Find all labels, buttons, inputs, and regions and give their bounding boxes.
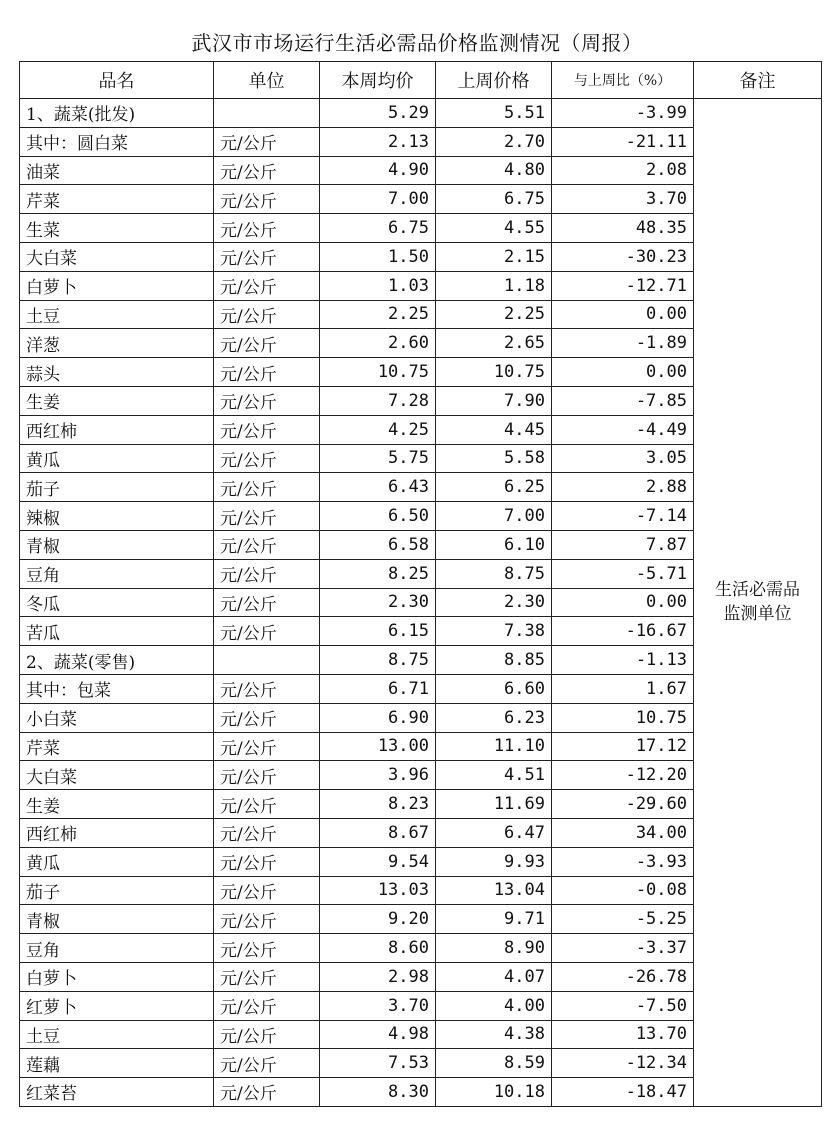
cell-previous-price: 11.69 bbox=[436, 790, 552, 819]
cell-name: 其中：圆白菜 bbox=[20, 127, 214, 156]
cell-ratio: -30.23 bbox=[552, 242, 694, 271]
cell-unit: 元/公斤 bbox=[214, 559, 320, 588]
cell-current-price: 6.71 bbox=[320, 674, 436, 703]
cell-ratio: 0.00 bbox=[552, 588, 694, 617]
cell-ratio: -21.11 bbox=[552, 127, 694, 156]
header-ratio: 与上周比（%） bbox=[552, 62, 694, 99]
cell-current-price: 6.50 bbox=[320, 502, 436, 531]
cell-previous-price: 10.18 bbox=[436, 1078, 552, 1107]
cell-previous-price: 6.47 bbox=[436, 818, 552, 847]
cell-current-price: 13.00 bbox=[320, 732, 436, 761]
cell-ratio: 13.70 bbox=[552, 1020, 694, 1049]
cell-current-price: 7.00 bbox=[320, 185, 436, 214]
cell-unit: 元/公斤 bbox=[214, 415, 320, 444]
cell-previous-price: 2.15 bbox=[436, 242, 552, 271]
cell-current-price: 6.15 bbox=[320, 617, 436, 646]
cell-ratio: 48.35 bbox=[552, 214, 694, 243]
cell-name: 1、蔬菜(批发) bbox=[20, 99, 214, 128]
cell-ratio: -7.50 bbox=[552, 991, 694, 1020]
table-row bbox=[20, 99, 822, 128]
header-note: 备注 bbox=[694, 62, 822, 99]
cell-ratio: 2.88 bbox=[552, 473, 694, 502]
cell-current-price: 7.28 bbox=[320, 386, 436, 415]
cell-ratio: -3.93 bbox=[552, 847, 694, 876]
cell-name: 青椒 bbox=[20, 530, 214, 559]
cell-previous-price: 6.75 bbox=[436, 185, 552, 214]
cell-previous-price: 6.10 bbox=[436, 530, 552, 559]
cell-name: 芹菜 bbox=[20, 732, 214, 761]
cell-name: 大白菜 bbox=[20, 242, 214, 271]
cell-current-price: 5.75 bbox=[320, 444, 436, 473]
cell-ratio: 34.00 bbox=[552, 818, 694, 847]
cell-name: 其中：包菜 bbox=[20, 674, 214, 703]
cell-name: 生姜 bbox=[20, 790, 214, 819]
cell-unit: 元/公斤 bbox=[214, 214, 320, 243]
cell-current-price: 6.43 bbox=[320, 473, 436, 502]
cell-unit: 元/公斤 bbox=[214, 444, 320, 473]
cell-ratio: 3.70 bbox=[552, 185, 694, 214]
cell-unit: 元/公斤 bbox=[214, 818, 320, 847]
header-previous-price: 上周价格 bbox=[436, 62, 552, 99]
header-current-price: 本周均价 bbox=[320, 62, 436, 99]
cell-ratio: 17.12 bbox=[552, 732, 694, 761]
cell-ratio: -16.67 bbox=[552, 617, 694, 646]
cell-current-price: 5.29 bbox=[320, 99, 436, 128]
cell-unit: 元/公斤 bbox=[214, 502, 320, 531]
cell-unit: 元/公斤 bbox=[214, 185, 320, 214]
header-unit: 单位 bbox=[214, 62, 320, 99]
cell-unit: 元/公斤 bbox=[214, 386, 320, 415]
cell-ratio: 7.87 bbox=[552, 530, 694, 559]
cell-name: 西红柿 bbox=[20, 415, 214, 444]
cell-unit: 元/公斤 bbox=[214, 242, 320, 271]
cell-unit: 元/公斤 bbox=[214, 617, 320, 646]
cell-previous-price: 2.65 bbox=[436, 329, 552, 358]
cell-unit: 元/公斤 bbox=[214, 703, 320, 732]
cell-name: 生姜 bbox=[20, 386, 214, 415]
cell-current-price: 9.20 bbox=[320, 905, 436, 934]
cell-ratio: -3.37 bbox=[552, 934, 694, 963]
cell-name: 白萝卜 bbox=[20, 271, 214, 300]
cell-unit: 元/公斤 bbox=[214, 905, 320, 934]
cell-current-price: 6.75 bbox=[320, 214, 436, 243]
cell-previous-price: 9.71 bbox=[436, 905, 552, 934]
cell-previous-price: 4.51 bbox=[436, 761, 552, 790]
cell-current-price: 4.90 bbox=[320, 156, 436, 185]
cell-previous-price: 5.51 bbox=[436, 99, 552, 128]
cell-ratio: -29.60 bbox=[552, 790, 694, 819]
cell-name: 辣椒 bbox=[20, 502, 214, 531]
cell-name: 土豆 bbox=[20, 300, 214, 329]
cell-current-price: 9.54 bbox=[320, 847, 436, 876]
cell-current-price: 2.13 bbox=[320, 127, 436, 156]
cell-name: 洋葱 bbox=[20, 329, 214, 358]
cell-name: 小白菜 bbox=[20, 703, 214, 732]
cell-current-price: 3.70 bbox=[320, 991, 436, 1020]
cell-ratio: -5.71 bbox=[552, 559, 694, 588]
cell-name: 豆角 bbox=[20, 559, 214, 588]
price-table bbox=[19, 61, 822, 1107]
cell-previous-price: 2.30 bbox=[436, 588, 552, 617]
cell-current-price: 1.03 bbox=[320, 271, 436, 300]
cell-previous-price: 7.00 bbox=[436, 502, 552, 531]
cell-previous-price: 11.10 bbox=[436, 732, 552, 761]
cell-unit: 元/公斤 bbox=[214, 473, 320, 502]
cell-ratio: -12.71 bbox=[552, 271, 694, 300]
table-body bbox=[20, 99, 822, 1107]
report-title: 武汉市市场运行生活必需品价格监测情况（周报） bbox=[191, 31, 643, 55]
cell-unit: 元/公斤 bbox=[214, 1078, 320, 1107]
cell-name: 莲藕 bbox=[20, 1049, 214, 1078]
cell-current-price: 13.03 bbox=[320, 876, 436, 905]
header-name: 品名 bbox=[20, 62, 214, 99]
note-cell bbox=[694, 99, 822, 1107]
cell-current-price: 2.60 bbox=[320, 329, 436, 358]
cell-name: 蒜头 bbox=[20, 358, 214, 387]
cell-unit: 元/公斤 bbox=[214, 991, 320, 1020]
cell-unit: 元/公斤 bbox=[214, 530, 320, 559]
cell-current-price: 8.23 bbox=[320, 790, 436, 819]
cell-previous-price: 7.38 bbox=[436, 617, 552, 646]
cell-current-price: 7.53 bbox=[320, 1049, 436, 1078]
cell-unit: 元/公斤 bbox=[214, 358, 320, 387]
note-line-2: 监测单位 bbox=[723, 604, 792, 625]
cell-ratio: -26.78 bbox=[552, 962, 694, 991]
cell-unit: 元/公斤 bbox=[214, 1020, 320, 1049]
cell-ratio: 3.05 bbox=[552, 444, 694, 473]
cell-name: 黄瓜 bbox=[20, 444, 214, 473]
cell-previous-price: 9.93 bbox=[436, 847, 552, 876]
cell-unit bbox=[214, 646, 320, 675]
cell-ratio: -4.49 bbox=[552, 415, 694, 444]
cell-unit: 元/公斤 bbox=[214, 271, 320, 300]
cell-ratio: -12.34 bbox=[552, 1049, 694, 1078]
cell-current-price: 2.98 bbox=[320, 962, 436, 991]
cell-ratio: 10.75 bbox=[552, 703, 694, 732]
cell-previous-price: 2.25 bbox=[436, 300, 552, 329]
cell-name: 2、蔬菜(零售) bbox=[20, 646, 214, 675]
cell-previous-price: 1.18 bbox=[436, 271, 552, 300]
cell-unit bbox=[214, 99, 320, 128]
cell-unit: 元/公斤 bbox=[214, 329, 320, 358]
cell-current-price: 8.67 bbox=[320, 818, 436, 847]
cell-ratio: 1.67 bbox=[552, 674, 694, 703]
cell-previous-price: 4.38 bbox=[436, 1020, 552, 1049]
cell-previous-price: 6.25 bbox=[436, 473, 552, 502]
cell-name: 大白菜 bbox=[20, 761, 214, 790]
cell-ratio: 0.00 bbox=[552, 300, 694, 329]
cell-previous-price: 8.59 bbox=[436, 1049, 552, 1078]
cell-name: 生菜 bbox=[20, 214, 214, 243]
cell-name: 黄瓜 bbox=[20, 847, 214, 876]
cell-name: 油菜 bbox=[20, 156, 214, 185]
cell-name: 红菜苔 bbox=[20, 1078, 214, 1107]
cell-current-price: 8.60 bbox=[320, 934, 436, 963]
cell-unit: 元/公斤 bbox=[214, 1049, 320, 1078]
cell-name: 红萝卜 bbox=[20, 991, 214, 1020]
cell-ratio: -7.14 bbox=[552, 502, 694, 531]
cell-unit: 元/公斤 bbox=[214, 934, 320, 963]
cell-previous-price: 4.07 bbox=[436, 962, 552, 991]
cell-unit: 元/公斤 bbox=[214, 876, 320, 905]
cell-unit: 元/公斤 bbox=[214, 300, 320, 329]
cell-unit: 元/公斤 bbox=[214, 790, 320, 819]
cell-ratio: 0.00 bbox=[552, 358, 694, 387]
cell-name: 土豆 bbox=[20, 1020, 214, 1049]
cell-ratio: -1.13 bbox=[552, 646, 694, 675]
cell-ratio: 2.08 bbox=[552, 156, 694, 185]
cell-current-price: 6.90 bbox=[320, 703, 436, 732]
cell-unit: 元/公斤 bbox=[214, 761, 320, 790]
cell-previous-price: 8.90 bbox=[436, 934, 552, 963]
cell-previous-price: 8.75 bbox=[436, 559, 552, 588]
cell-current-price: 1.50 bbox=[320, 242, 436, 271]
cell-previous-price: 4.80 bbox=[436, 156, 552, 185]
cell-current-price: 4.98 bbox=[320, 1020, 436, 1049]
cell-current-price: 2.25 bbox=[320, 300, 436, 329]
cell-previous-price: 5.58 bbox=[436, 444, 552, 473]
cell-previous-price: 8.85 bbox=[436, 646, 552, 675]
cell-name: 芹菜 bbox=[20, 185, 214, 214]
cell-current-price: 2.30 bbox=[320, 588, 436, 617]
cell-name: 茄子 bbox=[20, 876, 214, 905]
cell-previous-price: 2.70 bbox=[436, 127, 552, 156]
cell-unit: 元/公斤 bbox=[214, 674, 320, 703]
cell-ratio: -7.85 bbox=[552, 386, 694, 415]
cell-previous-price: 7.90 bbox=[436, 386, 552, 415]
cell-unit: 元/公斤 bbox=[214, 156, 320, 185]
cell-current-price: 3.96 bbox=[320, 761, 436, 790]
cell-ratio: -0.08 bbox=[552, 876, 694, 905]
cell-name: 冬瓜 bbox=[20, 588, 214, 617]
table-header-row bbox=[20, 62, 822, 99]
cell-name: 青椒 bbox=[20, 905, 214, 934]
cell-name: 白萝卜 bbox=[20, 962, 214, 991]
cell-ratio: -1.89 bbox=[552, 329, 694, 358]
cell-previous-price: 13.04 bbox=[436, 876, 552, 905]
cell-ratio: -5.25 bbox=[552, 905, 694, 934]
cell-unit: 元/公斤 bbox=[214, 962, 320, 991]
cell-current-price: 8.25 bbox=[320, 559, 436, 588]
cell-previous-price: 4.00 bbox=[436, 991, 552, 1020]
cell-unit: 元/公斤 bbox=[214, 127, 320, 156]
cell-unit: 元/公斤 bbox=[214, 847, 320, 876]
cell-unit: 元/公斤 bbox=[214, 732, 320, 761]
cell-previous-price: 4.45 bbox=[436, 415, 552, 444]
cell-current-price: 4.25 bbox=[320, 415, 436, 444]
cell-previous-price: 6.23 bbox=[436, 703, 552, 732]
cell-name: 茄子 bbox=[20, 473, 214, 502]
cell-ratio: -12.20 bbox=[552, 761, 694, 790]
note-line-1: 生活必需品 bbox=[715, 580, 800, 601]
cell-previous-price: 10.75 bbox=[436, 358, 552, 387]
cell-name: 西红柿 bbox=[20, 818, 214, 847]
cell-ratio: -18.47 bbox=[552, 1078, 694, 1107]
cell-current-price: 6.58 bbox=[320, 530, 436, 559]
cell-current-price: 8.75 bbox=[320, 646, 436, 675]
cell-name: 豆角 bbox=[20, 934, 214, 963]
cell-current-price: 8.30 bbox=[320, 1078, 436, 1107]
cell-current-price: 10.75 bbox=[320, 358, 436, 387]
cell-name: 苦瓜 bbox=[20, 617, 214, 646]
cell-unit: 元/公斤 bbox=[214, 588, 320, 617]
cell-ratio: -3.99 bbox=[552, 99, 694, 128]
cell-previous-price: 6.60 bbox=[436, 674, 552, 703]
cell-previous-price: 4.55 bbox=[436, 214, 552, 243]
